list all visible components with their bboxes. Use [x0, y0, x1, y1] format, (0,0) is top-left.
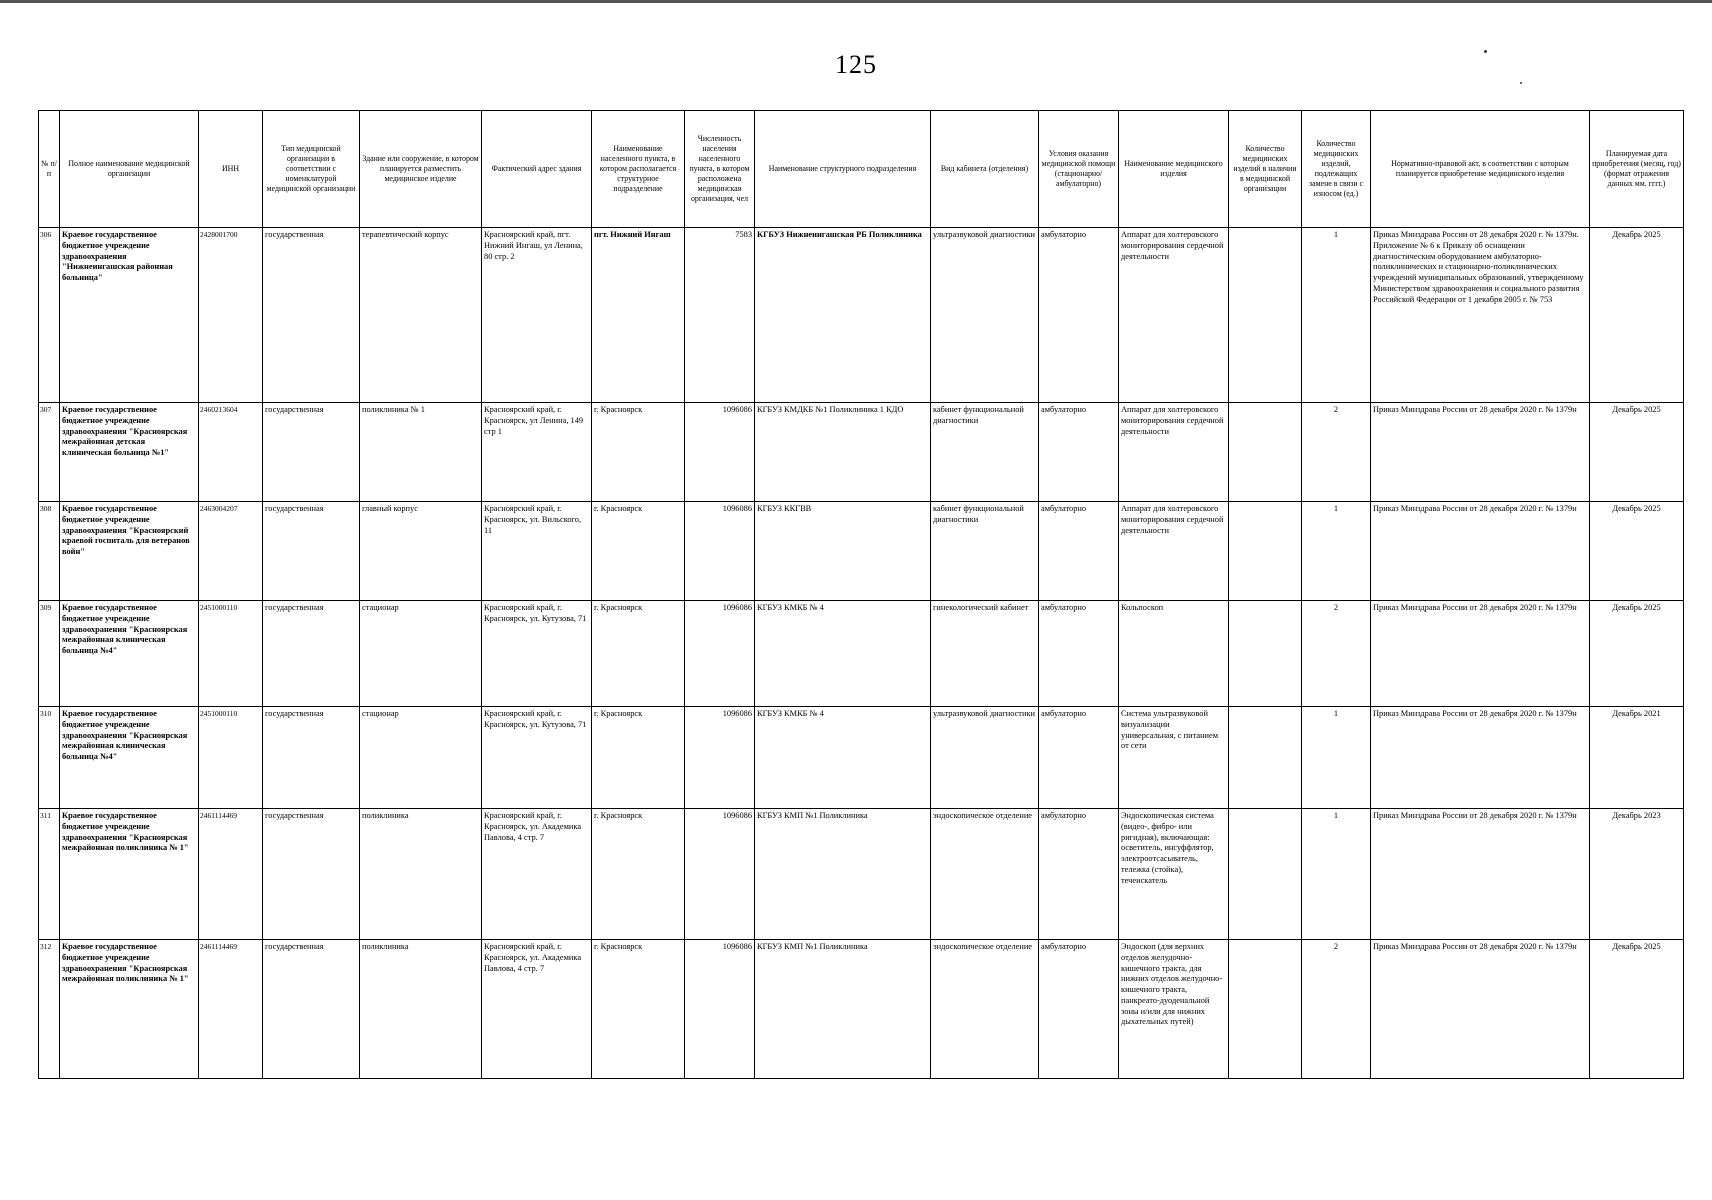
cell-unit: КГБУЗ КМКБ № 4	[755, 601, 931, 707]
cell-type: государственная	[263, 403, 360, 502]
cell-act: Приказ Минздрава России от 28 декабря 2020 г. № 1379н	[1371, 809, 1590, 940]
cell-num: 311	[39, 809, 60, 940]
cell-conditions: амбулаторно	[1039, 809, 1119, 940]
table-row	[39, 502, 1684, 601]
cell-available	[1229, 940, 1302, 1079]
cell-num: 312	[39, 940, 60, 1079]
cell-population: 1096086	[685, 707, 755, 809]
cell-available	[1229, 601, 1302, 707]
cell-building: поликлиника	[360, 809, 482, 940]
cell-available	[1229, 228, 1302, 403]
col-header-building: Здание или сооружение, в котором планируется разместить медицинское изделие	[360, 111, 482, 228]
col-header-conditions: Условия оказания медицинской помощи (стационарно/ амбулаторно)	[1039, 111, 1119, 228]
col-header-num: № п/п	[39, 111, 60, 228]
cell-type: государственная	[263, 940, 360, 1079]
equipment-registry-table	[38, 110, 1684, 1079]
cell-office: ультразвуковой диагностики	[931, 228, 1039, 403]
table-row	[39, 403, 1684, 502]
cell-office: кабинет функциональной диагностики	[931, 502, 1039, 601]
col-header-available: Количество медицинских изделий в наличии в медицинской организации	[1229, 111, 1302, 228]
cell-org: Краевое государственное бюджетное учреждение здравоохранения "Красноярская межрайонная детская клиническая больница №1"	[60, 403, 199, 502]
cell-num: 310	[39, 707, 60, 809]
cell-replace: 1	[1302, 707, 1371, 809]
col-header-type: Тип медицинской организации в соответствии с номенклатурой медицинской организации	[263, 111, 360, 228]
col-header-act: Нормативно-правовой акт, в соответствии с которым планируется приобретение медицинского изделия	[1371, 111, 1590, 228]
cell-population: 1096086	[685, 403, 755, 502]
col-header-locality: Наименование населенного пункта, в котором располагается структурное подразделение	[592, 111, 685, 228]
cell-org: Краевое государственное бюджетное учреждение здравоохранения "Красноярская межрайонная поликлиника № 1"	[60, 809, 199, 940]
cell-org: Краевое государственное бюджетное учреждение здравоохранения "Нижнеингашская районная больница"	[60, 228, 199, 403]
table-row	[39, 707, 1684, 809]
table-row	[39, 809, 1684, 940]
col-header-date: Планируемая дата приобретения (месяц, год) (формат отражения данных мм. гггг.)	[1590, 111, 1684, 228]
cell-inn: 2451000110	[199, 601, 263, 707]
cell-device: Система ультразвуковой визуализации универсальная, с питанием от сети	[1119, 707, 1229, 809]
cell-inn: 2428001700	[199, 228, 263, 403]
cell-act: Приказ Минздрава России от 28 декабря 2020 г. № 1379н	[1371, 940, 1590, 1079]
cell-building: поликлиника № 1	[360, 403, 482, 502]
cell-org: Краевое государственное бюджетное учреждение здравоохранения "Красноярская межрайонная поликлиника № 1"	[60, 940, 199, 1079]
cell-act: Приказ Минздрава России от 28 декабря 2020 г. № 1379н	[1371, 403, 1590, 502]
cell-unit: КГБУЗ КМП №1 Поликлиника	[755, 940, 931, 1079]
cell-available	[1229, 403, 1302, 502]
cell-locality: г. Красноярск	[592, 403, 685, 502]
table-row	[39, 601, 1684, 707]
cell-available	[1229, 809, 1302, 940]
page-number: 125	[835, 50, 877, 79]
cell-num: 306	[39, 228, 60, 403]
cell-address: Красноярский край, г. Красноярск, ул. Академика Павлова, 4 стр. 7	[482, 809, 592, 940]
cell-date: Декабрь 2023	[1590, 809, 1684, 940]
cell-locality: г. Красноярск	[592, 809, 685, 940]
cell-population: 1096086	[685, 940, 755, 1079]
col-header-address: Фактический адрес здания	[482, 111, 592, 228]
cell-inn: 2461114469	[199, 940, 263, 1079]
cell-inn: 2451000110	[199, 707, 263, 809]
scan-speck	[1520, 82, 1522, 84]
cell-office: гинекологический кабинет	[931, 601, 1039, 707]
cell-office: кабинет функциональной диагностики	[931, 403, 1039, 502]
cell-device: Аппарат для холтеровского мониторирования сердечной деятельности	[1119, 228, 1229, 403]
cell-available	[1229, 707, 1302, 809]
cell-replace: 1	[1302, 228, 1371, 403]
cell-device: Эндоскопическая система (видео-, фибро- или ригидная), включающая: осветитель, инсуффлятор, электроотсасыватель, тележка (стойка), течеискатель	[1119, 809, 1229, 940]
cell-device: Аппарат для холтеровского мониторирования сердечной деятельности	[1119, 403, 1229, 502]
col-header-replace: Количество медицинских изделий, подлежащих замене в связи с износом (ед.)	[1302, 111, 1371, 228]
cell-org: Краевое государственное бюджетное учреждение здравоохранения "Красноярский краевой госпиталь для ветеранов войн"	[60, 502, 199, 601]
cell-unit: КГБУЗ КМКБ № 4	[755, 707, 931, 809]
cell-conditions: амбулаторно	[1039, 940, 1119, 1079]
cell-num: 307	[39, 403, 60, 502]
cell-locality: г. Красноярск	[592, 601, 685, 707]
cell-type: государственная	[263, 228, 360, 403]
cell-building: терапевтический корпус	[360, 228, 482, 403]
cell-unit: КГБУЗ ККГВВ	[755, 502, 931, 601]
cell-address: Красноярский край, г. Красноярск, ул Ленина, 149 стр 1	[482, 403, 592, 502]
cell-replace: 1	[1302, 502, 1371, 601]
cell-building: стационар	[360, 601, 482, 707]
cell-conditions: амбулаторно	[1039, 502, 1119, 601]
cell-date: Декабрь 2025	[1590, 601, 1684, 707]
cell-act: Приказ Минздрава России от 28 декабря 2020 г. № 1379н	[1371, 502, 1590, 601]
col-header-office: Вид кабинета (отделения)	[931, 111, 1039, 228]
cell-population: 1096086	[685, 502, 755, 601]
cell-office: эндоскопическое отделение	[931, 809, 1039, 940]
cell-num: 309	[39, 601, 60, 707]
cell-org: Краевое государственное бюджетное учреждение здравоохранения "Красноярская межрайонная клиническая больница №4"	[60, 707, 199, 809]
cell-date: Декабрь 2025	[1590, 940, 1684, 1079]
cell-address: Красноярский край, г. Красноярск, ул. Кутузова, 71	[482, 601, 592, 707]
cell-address: Красноярский край, пгт. Нижний Ингаш, ул Ленина, 80 стр. 2	[482, 228, 592, 403]
cell-replace: 2	[1302, 940, 1371, 1079]
cell-device: Эндоскоп (для верхних отделов желудочно-кишечного тракта, для нижних отделов желудочно-кишечного тракта, панкреато-дуоденальной зоны и/или для нижних дыхательных путей)	[1119, 940, 1229, 1079]
cell-population: 7583	[685, 228, 755, 403]
cell-building: стационар	[360, 707, 482, 809]
cell-date: Декабрь 2021	[1590, 707, 1684, 809]
cell-inn: 2463004207	[199, 502, 263, 601]
cell-device: Аппарат для холтеровского мониторирования сердечной деятельности	[1119, 502, 1229, 601]
cell-address: Красноярский край, г. Красноярск, ул. Вильского, 11	[482, 502, 592, 601]
cell-locality: г. Красноярск	[592, 940, 685, 1079]
cell-locality: г. Красноярск	[592, 707, 685, 809]
cell-act: Приказ Минздрава России от 28 декабря 2020 г. № 1379н	[1371, 707, 1590, 809]
table-row	[39, 228, 1684, 403]
cell-inn: 2461114469	[199, 809, 263, 940]
cell-replace: 1	[1302, 809, 1371, 940]
table-row	[39, 940, 1684, 1079]
cell-inn: 2460213604	[199, 403, 263, 502]
cell-available	[1229, 502, 1302, 601]
cell-conditions: амбулаторно	[1039, 403, 1119, 502]
cell-num: 308	[39, 502, 60, 601]
col-header-device: Наименование медицинского изделия	[1119, 111, 1229, 228]
col-header-population: Численность населения населенного пункта, в котором расположена медицинская организация, чел	[685, 111, 755, 228]
cell-office: ультразвуковой диагностики	[931, 707, 1039, 809]
cell-address: Красноярский край, г. Красноярск, ул. Кутузова, 71	[482, 707, 592, 809]
cell-type: государственная	[263, 707, 360, 809]
cell-replace: 2	[1302, 403, 1371, 502]
cell-address: Красноярский край, г. Красноярск, ул. Академика Павлова, 4 стр. 7	[482, 940, 592, 1079]
cell-replace: 2	[1302, 601, 1371, 707]
col-header-inn: ИНН	[199, 111, 263, 228]
cell-unit: КГБУЗ КМП №1 Поликлиника	[755, 809, 931, 940]
cell-locality: г. Красноярск	[592, 502, 685, 601]
cell-type: государственная	[263, 601, 360, 707]
cell-org: Краевое государственное бюджетное учреждение здравоохранения "Красноярская межрайонная клиническая больница №4"	[60, 601, 199, 707]
cell-type: государственная	[263, 502, 360, 601]
cell-device: Кольпоскоп	[1119, 601, 1229, 707]
cell-unit: КГБУЗ КМДКБ №1 Поликлиника 1 КДО	[755, 403, 931, 502]
cell-locality: пгт. Нижний Ингаш	[592, 228, 685, 403]
table-body	[39, 228, 1684, 1079]
cell-building: главный корпус	[360, 502, 482, 601]
cell-conditions: амбулаторно	[1039, 228, 1119, 403]
col-header-unit: Наименование структурного подразделения	[755, 111, 931, 228]
cell-act: Приказ Минздрава России от 28 декабря 2020 г. № 1379н	[1371, 601, 1590, 707]
cell-conditions: амбулаторно	[1039, 707, 1119, 809]
cell-act: Приказ Минздрава России от 28 декабря 2020 г. № 1379н. Приложение № 6 к Приказу об оснащении диагностическим оборудованием амбулаторно-поликлинических и стационарно-поликлинических учреждений муниципальных образований, утвержденному Министерством здравоохранения и социального развития Российской Федерации от 1 декабря 2005 г. № 753	[1371, 228, 1590, 403]
cell-population: 1096086	[685, 809, 755, 940]
col-header-org: Полное наименование медицинской организации	[60, 111, 199, 228]
cell-office: эндоскопическое отделение	[931, 940, 1039, 1079]
cell-unit: КГБУЗ Нижнеингашская РБ Поликлиника	[755, 228, 931, 403]
cell-date: Декабрь 2025	[1590, 228, 1684, 403]
cell-conditions: амбулаторно	[1039, 601, 1119, 707]
cell-date: Декабрь 2025	[1590, 502, 1684, 601]
cell-type: государственная	[263, 809, 360, 940]
cell-date: Декабрь 2025	[1590, 403, 1684, 502]
table-header	[39, 111, 1684, 228]
scan-top-edge	[0, 0, 1712, 3]
cell-building: поликлиника	[360, 940, 482, 1079]
cell-population: 1096086	[685, 601, 755, 707]
